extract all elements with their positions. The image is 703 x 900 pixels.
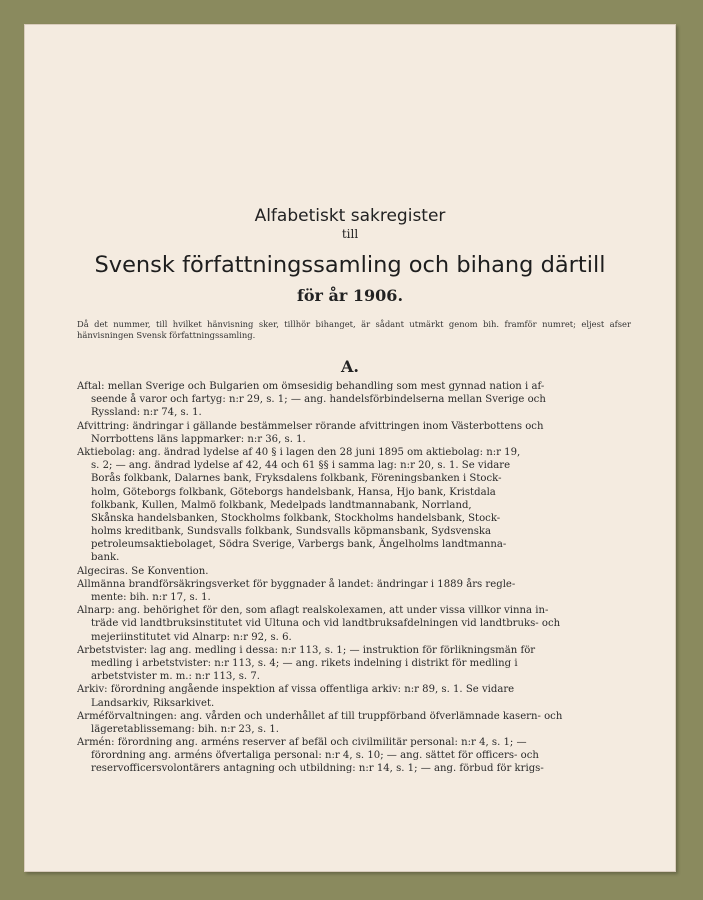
entry-line: seende å varor och fartyg: n:r 29, s. 1; — ang. handelsförbindelserna mellan Sverige och: [91, 394, 546, 406]
register-title: Alfabetiskt sakregister: [254, 206, 446, 226]
entry-line: mejeriinstitutet vid Alnarp: n:r 92, s. 6.: [91, 631, 292, 643]
document-page: [24, 24, 676, 872]
entry-line: s. 2; — ang. ändrad lydelse af 42, 44 och 61 §§ i samma lag: n:r 20, s. 1. Se vidare: [91, 460, 511, 472]
entry-line: förordning ang. arméns öfvertaliga personal: n:r 4, s. 10; — ang. sättet för officers- och: [91, 750, 539, 762]
entry-line: Arbetstvister: lag ang. medling i dessa: n:r 113, s. 1; — instruktion för förlikningsmän för: [77, 644, 536, 656]
entry-line: Norrbottens läns lappmarker: n:r 36, s. 1.: [91, 433, 306, 445]
section-letter: A.: [341, 357, 359, 376]
entry-line: Landsarkiv, Riksarkivet.: [91, 697, 215, 709]
entry-line: folkbank, Kullen, Malmö folkbank, Medelpads landtmannabank, Norrland,: [91, 499, 472, 511]
entry-line: holms kreditbank, Sundsvalls folkbank, Sundsvalls köpmansbank, Sydsvenska: [91, 526, 492, 538]
register-entries: [77, 380, 631, 776]
entry-line: Allmänna brandförsäkringsverket för byggnader å landet: ändringar i 1889 års regle-: [77, 578, 516, 590]
entry-line: Borås folkbank, Dalarnes bank, Fryksdalens folkbank, Föreningsbanken i Stock-: [91, 473, 502, 485]
entry-line: Alnarp: ang. behörighet för den, som aflagt realskolexamen, att under vissa villkor vinna in-: [77, 605, 549, 617]
entry-line: mente: bih. n:r 17, s. 1.: [91, 592, 211, 603]
publication-title: Svensk författningssamling och bihang därtill: [94, 252, 606, 278]
entry-line: träde vid landtbruksinstitutet vid Ultuna och vid landtbruksafdelningen vid landtbruks- och: [91, 618, 561, 630]
entry-line: Skånska handelsbanken, Stockholms folkbank, Stockholms handelsbank, Stock-: [91, 512, 501, 524]
entry-line: bank.: [91, 552, 120, 564]
entry-line: Algeciras. Se Konvention.: [77, 565, 209, 577]
entry-line: medling i arbetstvister: n:r 113, s. 4; — ang. rikets indelning i distrikt för medling i: [91, 657, 518, 669]
entry-line: Arméförvaltningen: ang. vården och underhållet af till truppförband öfverlämnade kasern- och: [77, 710, 563, 722]
entry-line: holm, Göteborgs folkbank, Göteborgs handelsbank, Hansa, Hjo bank, Kristdala: [91, 486, 496, 498]
entry-line: reservofficersvolontärers antagning och utbildning: n:r 14, s. 1; — ang. förbud för krigs-: [91, 763, 544, 775]
entry-line: Afvittring: ändringar i gällande bestämmelser rörande afvittringen inom Västerbottens och: [77, 420, 544, 432]
entry-line: Arkiv: förordning angående inspektion af vissa offentliga arkiv: n:r 89, s. 1. Se vidare: [77, 684, 515, 696]
entry-line: Armén: förordning ang. arméns reserver af befäl och civilmilitär personal: n:r 4, s. 1; —: [77, 737, 527, 749]
usage-note: Då det nummer, till hvilket hänvisning sker, tillhör bihanget, är sådant utmärkt genom bih. framför numret; eljest afser hänvisningen Svensk författningssamling.: [77, 319, 631, 340]
year-title: för år 1906.: [296, 286, 404, 305]
entry-line: Aktiebolag: ang. ändrad lydelse af 40 § i lagen den 28 juni 1895 om aktiebolag: n:r 19,: [77, 446, 521, 458]
entry-line: petroleumsaktiebolaget, Södra Sverige, Varbergs bank, Ängelholms landtmanna-: [91, 539, 507, 551]
entry-line: lägeretablissemang: bih. n:r 23, s. 1.: [91, 723, 279, 735]
entry-line: Ryssland: n:r 74, s. 1.: [91, 407, 202, 419]
entry-line: Aftal: mellan Sverige och Bulgarien om ömsesidig behandling som mest gynnad nation i af-: [77, 381, 545, 392]
entry-line: arbetstvister m. m.: n:r 113, s. 7.: [91, 671, 260, 683]
title-connector: till: [341, 227, 359, 241]
